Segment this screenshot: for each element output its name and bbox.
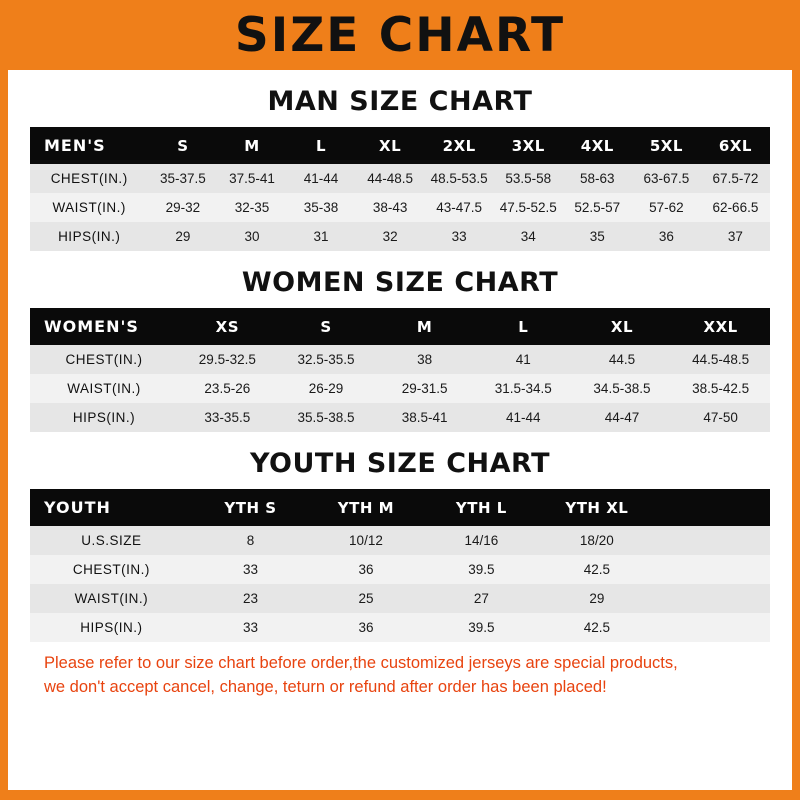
cell — [655, 526, 770, 555]
table-row — [30, 164, 770, 193]
cell: 47-50 — [671, 403, 770, 432]
youth-size-table — [30, 489, 770, 642]
col-header-s: S — [148, 127, 217, 164]
cell: 44-48.5 — [356, 164, 425, 193]
content — [8, 86, 792, 700]
row-label-hips: HIPS(IN.) — [30, 222, 148, 251]
table-row — [30, 526, 770, 555]
cell: 25 — [308, 584, 423, 613]
cell: 41 — [474, 345, 573, 374]
col-header-l: L — [287, 127, 356, 164]
bottom-accent-bar — [8, 790, 792, 800]
cell: 36 — [632, 222, 701, 251]
col-header-blank — [655, 489, 770, 526]
cell: 31 — [287, 222, 356, 251]
col-header-yth-xl: YTH XL — [539, 489, 654, 526]
col-header-2xl: 2XL — [425, 127, 494, 164]
col-header-xs: XS — [178, 308, 277, 345]
col-header-3xl: 3XL — [494, 127, 563, 164]
table-row — [30, 403, 770, 432]
cell: 53.5-58 — [494, 164, 563, 193]
page-title: SIZE CHART — [234, 7, 566, 63]
cell: 33 — [193, 613, 308, 642]
col-header-xxl: XXL — [671, 308, 770, 345]
table-row — [30, 584, 770, 613]
cell: 58-63 — [563, 164, 632, 193]
table-row — [30, 345, 770, 374]
women-size-table — [30, 308, 770, 432]
table-row — [30, 222, 770, 251]
cell: 26-29 — [277, 374, 376, 403]
table-row — [30, 555, 770, 584]
footer-note — [30, 642, 770, 700]
cell: 32.5-35.5 — [277, 345, 376, 374]
cell: 23.5-26 — [178, 374, 277, 403]
cell: 31.5-34.5 — [474, 374, 573, 403]
cell: 44-47 — [573, 403, 672, 432]
cell: 10/12 — [308, 526, 423, 555]
row-label-hips: HIPS(IN.) — [30, 403, 178, 432]
cell: 37 — [701, 222, 770, 251]
cell: 39.5 — [424, 613, 539, 642]
men-size-table — [30, 127, 770, 251]
cell — [655, 584, 770, 613]
col-header-yth-m: YTH M — [308, 489, 423, 526]
cell: 35.5-38.5 — [277, 403, 376, 432]
cell: 42.5 — [539, 555, 654, 584]
cell: 34.5-38.5 — [573, 374, 672, 403]
table-row — [30, 613, 770, 642]
cell: 36 — [308, 555, 423, 584]
col-header-l: L — [474, 308, 573, 345]
cell: 44.5 — [573, 345, 672, 374]
col-header-label: WOMEN'S — [30, 308, 178, 345]
cell: 33 — [425, 222, 494, 251]
row-label-waist: WAIST(IN.) — [30, 584, 193, 613]
cell: 29 — [148, 222, 217, 251]
col-header-s: S — [277, 308, 376, 345]
cell: 38 — [375, 345, 474, 374]
cell: 38.5-41 — [375, 403, 474, 432]
row-label-us-size: U.S.SIZE — [30, 526, 193, 555]
col-header-6xl: 6XL — [701, 127, 770, 164]
cell: 29.5-32.5 — [178, 345, 277, 374]
cell: 18/20 — [539, 526, 654, 555]
row-label-waist: WAIST(IN.) — [30, 374, 178, 403]
row-label-hips: HIPS(IN.) — [30, 613, 193, 642]
col-header-4xl: 4XL — [563, 127, 632, 164]
cell: 35-38 — [287, 193, 356, 222]
row-label-chest: CHEST(IN.) — [30, 555, 193, 584]
col-header-label: MEN'S — [30, 127, 148, 164]
cell: 33-35.5 — [178, 403, 277, 432]
table-header-row — [30, 127, 770, 164]
cell: 62-66.5 — [701, 193, 770, 222]
cell: 38.5-42.5 — [671, 374, 770, 403]
banner — [0, 0, 800, 70]
cell: 30 — [217, 222, 286, 251]
section-title-men: MAN SIZE CHART — [267, 86, 533, 117]
cell: 42.5 — [539, 613, 654, 642]
cell: 35 — [563, 222, 632, 251]
cell: 41-44 — [474, 403, 573, 432]
table-header-row — [30, 308, 770, 345]
cell: 43-47.5 — [425, 193, 494, 222]
footer-note-line2: we don't accept cancel, change, teturn or refund after order has been placed! — [44, 677, 607, 696]
cell: 47.5-52.5 — [494, 193, 563, 222]
col-header-xl: XL — [573, 308, 672, 345]
cell: 37.5-41 — [217, 164, 286, 193]
col-header-yth-l: YTH L — [424, 489, 539, 526]
cell: 57-62 — [632, 193, 701, 222]
row-label-chest: CHEST(IN.) — [30, 345, 178, 374]
cell: 48.5-53.5 — [425, 164, 494, 193]
cell: 39.5 — [424, 555, 539, 584]
cell: 44.5-48.5 — [671, 345, 770, 374]
cell: 52.5-57 — [563, 193, 632, 222]
row-label-chest: CHEST(IN.) — [30, 164, 148, 193]
cell: 23 — [193, 584, 308, 613]
cell: 38-43 — [356, 193, 425, 222]
cell — [655, 555, 770, 584]
cell: 29-31.5 — [375, 374, 474, 403]
col-header-5xl: 5XL — [632, 127, 701, 164]
cell: 41-44 — [287, 164, 356, 193]
col-header-xl: XL — [356, 127, 425, 164]
row-label-waist: WAIST(IN.) — [30, 193, 148, 222]
cell: 14/16 — [424, 526, 539, 555]
section-title-women: WOMEN SIZE CHART — [241, 267, 559, 298]
cell — [655, 613, 770, 642]
col-header-label: YOUTH — [30, 489, 193, 526]
cell: 29-32 — [148, 193, 217, 222]
cell: 63-67.5 — [632, 164, 701, 193]
cell: 8 — [193, 526, 308, 555]
cell: 32 — [356, 222, 425, 251]
col-header-m: M — [375, 308, 474, 345]
cell: 67.5-72 — [701, 164, 770, 193]
cell: 35-37.5 — [148, 164, 217, 193]
col-header-m: M — [217, 127, 286, 164]
cell: 33 — [193, 555, 308, 584]
footer-note-line1: Please refer to our size chart before order,the customized jerseys are special products, — [44, 654, 678, 672]
section-title-youth: YOUTH SIZE CHART — [249, 448, 551, 479]
cell: 34 — [494, 222, 563, 251]
col-header-yth-s: YTH S — [193, 489, 308, 526]
cell: 32-35 — [217, 193, 286, 222]
table-row — [30, 374, 770, 403]
table-header-row — [30, 489, 770, 526]
cell: 36 — [308, 613, 423, 642]
table-row — [30, 193, 770, 222]
cell: 27 — [424, 584, 539, 613]
cell: 29 — [539, 584, 654, 613]
